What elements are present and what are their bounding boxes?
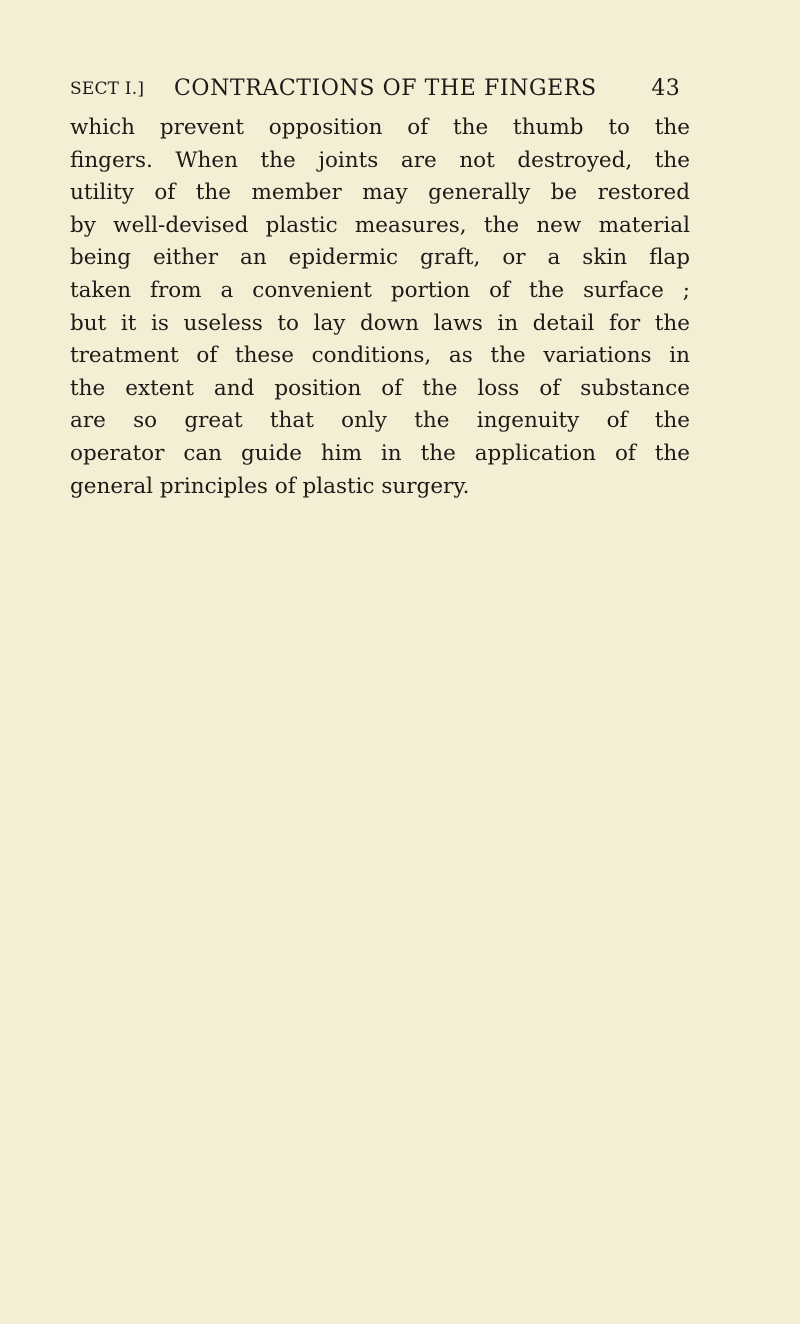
text-line: are so great that only the ingenuity of the bbox=[70, 408, 690, 434]
text-line: general principles of plastic surgery. bbox=[70, 473, 470, 499]
text-line: the extent and position of the loss of substance bbox=[70, 375, 690, 401]
text-line: being either an epidermic graft, or a skin flap bbox=[70, 245, 690, 271]
body-paragraph bbox=[70, 112, 690, 503]
chapter-title: CONTRACTIONS OF THE FINGERS bbox=[174, 76, 597, 101]
text-line: fingers. When the joints are not destroyed, the bbox=[70, 147, 690, 173]
text-line: treatment of these conditions, as the variations in bbox=[70, 343, 690, 369]
text-line: taken from a convenient portion of the surface ; bbox=[70, 277, 690, 303]
page-number: 43 bbox=[651, 76, 680, 101]
text-line: by well-devised plastic measures, the new material bbox=[70, 212, 690, 238]
running-header bbox=[70, 71, 680, 107]
text-line: but it is useless to lay down laws in detail for the bbox=[70, 310, 690, 336]
section-label: SECT I.] bbox=[70, 79, 145, 99]
text-line: operator can guide him in the application of the bbox=[70, 440, 690, 466]
text-line: utility of the member may generally be restored bbox=[70, 180, 690, 206]
text-line: which prevent opposition of the thumb to the bbox=[70, 115, 690, 140]
